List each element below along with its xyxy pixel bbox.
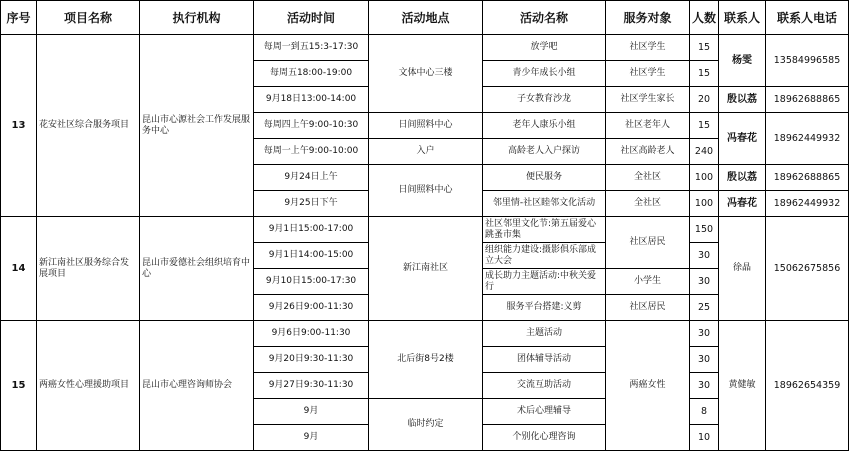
activity-time: 9月10日15:00-17:30 [254, 269, 369, 295]
contact-phone: 18962688865 [766, 165, 849, 191]
activity-time: 9月25日下午 [254, 191, 369, 217]
table-row [1, 321, 849, 347]
activity-time: 每周一到五15:3-17:30 [254, 35, 369, 61]
contact-person: 殷以荔 [719, 165, 766, 191]
participant-count: 20 [690, 87, 719, 113]
header-project: 项目名称 [37, 1, 140, 35]
activity-time: 9月 [254, 399, 369, 425]
participant-count: 15 [690, 61, 719, 87]
participant-count: 100 [690, 165, 719, 191]
activity-name: 高龄老人入户探访 [483, 139, 606, 165]
service-target: 两癌女性 [606, 321, 690, 451]
activity-name: 术后心理辅导 [483, 399, 606, 425]
service-target: 社区老年人 [606, 113, 690, 139]
activity-time: 9月 [254, 425, 369, 451]
service-target: 社区高龄老人 [606, 139, 690, 165]
activity-name: 邻里情-社区睦邻文化活动 [483, 191, 606, 217]
activity-time: 每周四上午9:00-10:30 [254, 113, 369, 139]
participant-count: 30 [690, 269, 719, 295]
participant-count: 30 [690, 243, 719, 269]
contact-person: 杨雯 [719, 35, 766, 87]
participant-count: 240 [690, 139, 719, 165]
participant-count: 10 [690, 425, 719, 451]
activity-time: 9月18日13:00-14:00 [254, 87, 369, 113]
participant-count: 8 [690, 399, 719, 425]
contact-phone: 18962449932 [766, 113, 849, 165]
activity-name: 便民服务 [483, 165, 606, 191]
activity-place: 临时约定 [369, 399, 483, 451]
activity-time: 9月24日上午 [254, 165, 369, 191]
header-org: 执行机构 [140, 1, 254, 35]
participant-count: 15 [690, 35, 719, 61]
activity-name: 交流互助活动 [483, 373, 606, 399]
activity-place: 日间照料中心 [369, 113, 483, 139]
row-number: 15 [1, 321, 37, 451]
activity-name: 社区邻里文化节:第五届爱心跳蚤市集 [483, 217, 606, 243]
service-target: 全社区 [606, 165, 690, 191]
contact-phone: 18962654359 [766, 321, 849, 451]
activity-place: 新江南社区 [369, 217, 483, 321]
activity-time: 9月27日9:30-11:30 [254, 373, 369, 399]
header-contact: 联系人 [719, 1, 766, 35]
contact-phone: 15062675856 [766, 217, 849, 321]
activity-name: 青少年成长小组 [483, 61, 606, 87]
service-target: 社区居民 [606, 217, 690, 269]
contact-phone: 13584996585 [766, 35, 849, 87]
activity-name: 老年人康乐小组 [483, 113, 606, 139]
participant-count: 30 [690, 321, 719, 347]
activity-place: 入户 [369, 139, 483, 165]
participant-count: 25 [690, 295, 719, 321]
service-target: 社区学生 [606, 61, 690, 87]
project-name: 两癌女性心理援助项目 [37, 321, 140, 451]
header-target: 服务对象 [606, 1, 690, 35]
table-row [1, 35, 849, 61]
header-no: 序号 [1, 1, 37, 35]
participant-count: 30 [690, 347, 719, 373]
contact-phone: 18962688865 [766, 87, 849, 113]
activity-time: 每周五18:00-19:00 [254, 61, 369, 87]
activity-name: 成长助力主题活动:中秋关爱行 [483, 269, 606, 295]
header-activity: 活动名称 [483, 1, 606, 35]
executing-org: 昆山市心源社会工作发展服务中心 [140, 35, 254, 217]
contact-person: 冯春花 [719, 113, 766, 165]
project-name: 花安社区综合服务项目 [37, 35, 140, 217]
activity-place: 文体中心三楼 [369, 35, 483, 113]
participant-count: 15 [690, 113, 719, 139]
activity-name: 放学吧 [483, 35, 606, 61]
activity-name: 团体辅导活动 [483, 347, 606, 373]
header-place: 活动地点 [369, 1, 483, 35]
activity-time: 9月6日9:00-11:30 [254, 321, 369, 347]
service-target: 社区学生 [606, 35, 690, 61]
header-row [1, 1, 849, 35]
activity-time: 9月1日14:00-15:00 [254, 243, 369, 269]
activity-time: 9月1日15:00-17:00 [254, 217, 369, 243]
activity-place: 北后街8号2楼 [369, 321, 483, 399]
activity-time: 9月20日9:30-11:30 [254, 347, 369, 373]
activity-name: 主题活动 [483, 321, 606, 347]
activity-place: 日间照料中心 [369, 165, 483, 217]
header-count: 人数 [690, 1, 719, 35]
contact-phone: 18962449932 [766, 191, 849, 217]
activity-name: 组织能力建设:摄影俱乐部成立大会 [483, 243, 606, 269]
executing-org: 昆山市爱德社会组织培育中心 [140, 217, 254, 321]
activity-name: 个别化心理咨询 [483, 425, 606, 451]
activity-name: 子女教育沙龙 [483, 87, 606, 113]
service-target: 全社区 [606, 191, 690, 217]
service-target: 社区居民 [606, 295, 690, 321]
row-number: 14 [1, 217, 37, 321]
header-phone: 联系人电话 [766, 1, 849, 35]
executing-org: 昆山市心理咨询师协会 [140, 321, 254, 451]
contact-person: 黄健敏 [719, 321, 766, 451]
activity-time: 每周一上午9:00-10:00 [254, 139, 369, 165]
activity-name: 服务平台搭建:义剪 [483, 295, 606, 321]
row-number: 13 [1, 35, 37, 217]
contact-person: 冯春花 [719, 191, 766, 217]
service-target: 社区学生家长 [606, 87, 690, 113]
activity-time: 9月26日9:00-11:30 [254, 295, 369, 321]
header-time: 活动时间 [254, 1, 369, 35]
table-row [1, 217, 849, 243]
participant-count: 150 [690, 217, 719, 243]
contact-person: 殷以荔 [719, 87, 766, 113]
contact-person: 徐晶 [719, 217, 766, 321]
project-name: 新江南社区服务综合发展项目 [37, 217, 140, 321]
participant-count: 30 [690, 373, 719, 399]
service-target: 小学生 [606, 269, 690, 295]
participant-count: 100 [690, 191, 719, 217]
